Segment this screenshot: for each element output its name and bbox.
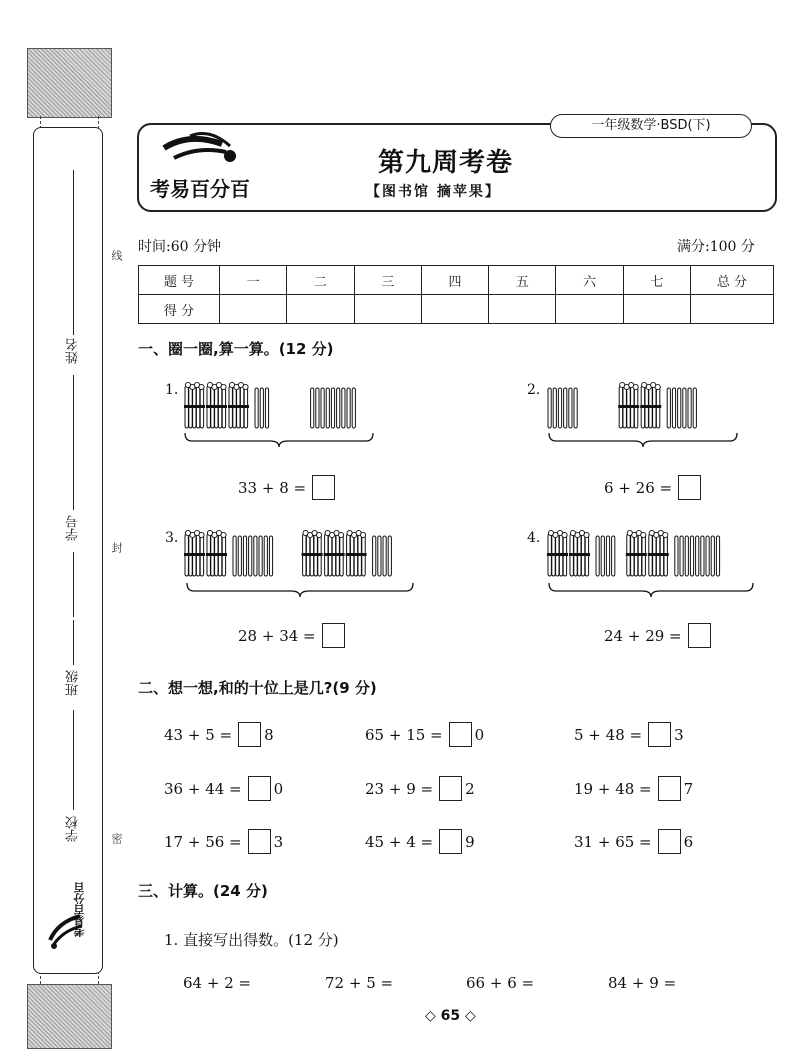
answer-box[interactable] <box>658 776 681 801</box>
calc-expr: 72 + 5 = <box>325 974 394 992</box>
single-stick-icon <box>667 388 670 428</box>
score-cell: 一 <box>220 266 287 295</box>
single-stick-icon <box>569 388 572 428</box>
single-stick-icon <box>680 536 683 576</box>
answer-box[interactable] <box>439 829 462 854</box>
comet-logo-icon <box>160 126 240 174</box>
single-stick-icon <box>553 388 556 428</box>
tens-problem <box>365 829 475 854</box>
stick-bundle-icon <box>618 382 639 428</box>
single-stick-icon <box>601 536 604 576</box>
brace-icon <box>184 432 374 448</box>
tens-problem <box>365 776 475 801</box>
single-stick-icon <box>316 388 319 428</box>
single-stick-icon <box>347 388 350 428</box>
score-table-header-row <box>139 266 774 295</box>
section3-heading: 三、计算。(24 分) <box>138 882 268 900</box>
tens-expr: 5 + 48 = <box>574 725 643 744</box>
problem-3-equation <box>238 623 345 648</box>
sticks-illustration <box>546 528 760 580</box>
single-stick-icon <box>596 536 599 576</box>
score-cell: 七 <box>623 266 690 295</box>
sticks-illustration <box>183 380 373 432</box>
sticks-illustration <box>546 380 746 432</box>
single-stick-icon <box>378 536 381 576</box>
single-stick-icon <box>706 536 709 576</box>
section3-sub1: 1. 直接写出得数。(12 分) <box>164 931 339 949</box>
single-stick-icon <box>548 388 551 428</box>
tens-problem <box>164 722 274 747</box>
answer-box[interactable] <box>322 623 345 648</box>
tens-problem <box>164 776 283 801</box>
single-stick-icon <box>260 388 263 428</box>
answer-box[interactable] <box>238 722 261 747</box>
problem-1-expr: 33 + 8 = <box>238 478 307 497</box>
single-stick-icon <box>675 536 678 576</box>
single-stick-icon <box>701 536 704 576</box>
section1-heading: 一、圈一圈,算一算。(12 分) <box>138 340 334 358</box>
answer-box[interactable] <box>658 829 681 854</box>
calc-expr: 66 + 6 = <box>466 974 535 992</box>
cut-mark-seal: 封 <box>110 542 123 553</box>
answer-box[interactable] <box>678 475 701 500</box>
brace-icon <box>548 432 738 448</box>
stick-bundle-icon <box>302 530 323 576</box>
single-stick-icon <box>711 536 714 576</box>
tens-problem <box>574 722 684 747</box>
single-stick-icon <box>672 388 675 428</box>
stick-bundle-icon <box>569 530 590 576</box>
stick-bundle-icon <box>640 382 661 428</box>
single-stick-icon <box>326 388 329 428</box>
score-input[interactable] <box>354 295 421 324</box>
stick-bundle-icon <box>648 530 669 576</box>
score-input[interactable] <box>691 295 774 324</box>
score-table-score-row <box>139 295 774 324</box>
exam-full-score: 满分:100 分 <box>677 239 755 255</box>
score-cell: 五 <box>489 266 556 295</box>
section2-heading: 二、想一想,和的十位上是几?(9 分) <box>138 679 377 697</box>
problem-4-number: 4. <box>527 530 541 546</box>
tens-expr: 45 + 4 = <box>365 832 434 851</box>
single-stick-icon <box>321 388 324 428</box>
single-stick-icon <box>683 388 686 428</box>
single-stick-icon <box>243 536 246 576</box>
problem-2-sticks <box>546 380 746 432</box>
header-brand: 考易百分百 <box>150 177 250 201</box>
score-cell: 四 <box>421 266 488 295</box>
single-stick-icon <box>254 536 257 576</box>
answer-box[interactable] <box>439 776 462 801</box>
score-input[interactable] <box>623 295 690 324</box>
score-label: 得 分 <box>139 295 220 324</box>
problem-3-number: 3. <box>165 530 179 546</box>
single-stick-icon <box>383 536 386 576</box>
cut-mark-line: 线 <box>110 250 123 261</box>
single-stick-icon <box>690 536 693 576</box>
grade-pill: 一年级数学·BSD(下) <box>550 114 752 138</box>
brace-icon <box>186 582 414 598</box>
stick-bundle-icon <box>228 382 249 428</box>
stick-bundle-icon <box>324 530 345 576</box>
problem-1-equation <box>238 475 335 500</box>
tens-problem <box>164 829 283 854</box>
problem-2-equation <box>604 475 701 500</box>
problem-1-number: 1. <box>165 382 179 398</box>
score-input[interactable] <box>421 295 488 324</box>
tens-expr: 36 + 44 = <box>164 779 242 798</box>
single-stick-icon <box>564 388 567 428</box>
problem-4-equation <box>604 623 711 648</box>
single-stick-icon <box>693 388 696 428</box>
answer-box[interactable] <box>688 623 711 648</box>
exam-time: 时间:60 分钟 <box>138 239 221 255</box>
score-cell: 三 <box>354 266 421 295</box>
problem-3-sticks <box>183 528 423 580</box>
single-stick-icon <box>685 536 688 576</box>
answer-box[interactable] <box>449 722 472 747</box>
field-student-id <box>62 420 82 620</box>
ones-digit: 0 <box>273 779 284 798</box>
tens-problem <box>574 829 693 854</box>
answer-box[interactable] <box>312 475 335 500</box>
sidebar-logo <box>44 880 90 970</box>
single-stick-icon <box>249 536 252 576</box>
ones-digit: 8 <box>264 725 274 744</box>
cut-mark-secret: 密 <box>110 833 123 844</box>
single-stick-icon <box>716 536 719 576</box>
tens-problem <box>365 722 484 747</box>
field-class <box>62 620 82 780</box>
sticks-illustration <box>183 528 423 580</box>
ones-digit: 3 <box>273 832 284 851</box>
answer-box[interactable] <box>248 829 271 854</box>
single-stick-icon <box>612 536 615 576</box>
page-subtitle: 【图书馆 摘苹果】 <box>366 184 501 200</box>
single-stick-icon <box>269 536 272 576</box>
problem-4-sticks <box>546 528 760 580</box>
single-stick-icon <box>311 388 314 428</box>
field-school-label: 学校 <box>66 816 81 842</box>
score-cell: 六 <box>556 266 623 295</box>
single-stick-icon <box>331 388 334 428</box>
single-stick-icon <box>255 388 258 428</box>
stick-bundle-icon <box>346 530 367 576</box>
single-stick-icon <box>688 388 691 428</box>
ones-digit: 6 <box>683 832 694 851</box>
score-cell: 题 号 <box>139 266 220 295</box>
problem-2-number: 2. <box>527 382 541 398</box>
score-cell: 二 <box>287 266 354 295</box>
stick-bundle-icon <box>184 530 205 576</box>
field-student-id-label: 学号 <box>66 515 81 541</box>
stick-bundle-icon <box>626 530 647 576</box>
tens-expr: 65 + 15 = <box>365 725 443 744</box>
binding-hatch-top <box>27 48 112 118</box>
ones-digit: 0 <box>474 725 485 744</box>
answer-box[interactable] <box>648 722 671 747</box>
ones-digit: 9 <box>465 832 475 851</box>
tens-expr: 31 + 65 = <box>574 832 652 851</box>
ones-digit: 3 <box>674 725 684 744</box>
brace-icon <box>548 582 754 598</box>
answer-box[interactable] <box>248 776 271 801</box>
field-name-label: 姓名 <box>66 338 81 364</box>
single-stick-icon <box>696 536 699 576</box>
calc-expr: 84 + 9 = <box>608 974 677 992</box>
problem-3-expr: 28 + 34 = <box>238 626 316 645</box>
binding-hatch-bottom <box>27 984 112 1049</box>
single-stick-icon <box>337 388 340 428</box>
single-stick-icon <box>265 388 268 428</box>
score-input[interactable] <box>489 295 556 324</box>
stick-bundle-icon <box>206 530 227 576</box>
problem-2-expr: 6 + 26 = <box>604 478 673 497</box>
score-input[interactable] <box>220 295 287 324</box>
single-stick-icon <box>574 388 577 428</box>
tens-expr: 19 + 48 = <box>574 779 652 798</box>
tens-expr: 23 + 9 = <box>365 779 434 798</box>
problem-4-expr: 24 + 29 = <box>604 626 682 645</box>
stick-bundle-icon <box>184 382 205 428</box>
score-input[interactable] <box>287 295 354 324</box>
tens-expr: 17 + 56 = <box>164 832 242 851</box>
single-stick-icon <box>558 388 561 428</box>
ones-digit: 2 <box>465 779 475 798</box>
single-stick-icon <box>342 388 345 428</box>
tens-expr: 43 + 5 = <box>164 725 233 744</box>
single-stick-icon <box>352 388 355 428</box>
single-stick-icon <box>233 536 236 576</box>
single-stick-icon <box>259 536 262 576</box>
score-input[interactable] <box>556 295 623 324</box>
stick-bundle-icon <box>206 382 227 428</box>
field-school <box>62 780 82 870</box>
score-table <box>138 265 774 324</box>
calc-expr: 64 + 2 = <box>183 974 252 992</box>
page-title: 第九周考卷 <box>378 148 514 178</box>
ones-digit: 7 <box>683 779 694 798</box>
problem-1-sticks <box>183 380 373 432</box>
single-stick-icon <box>264 536 267 576</box>
stick-bundle-icon <box>547 530 568 576</box>
field-name <box>62 170 82 420</box>
score-cell: 总 分 <box>691 266 774 295</box>
page-number: ◇ 65 ◇ <box>425 1008 476 1024</box>
tens-problem <box>574 776 693 801</box>
single-stick-icon <box>678 388 681 428</box>
single-stick-icon <box>373 536 376 576</box>
single-stick-icon <box>238 536 241 576</box>
single-stick-icon <box>606 536 609 576</box>
field-class-label: 班级 <box>66 670 81 696</box>
single-stick-icon <box>388 536 391 576</box>
sidebar-brand: 考易百分百 <box>73 882 86 937</box>
